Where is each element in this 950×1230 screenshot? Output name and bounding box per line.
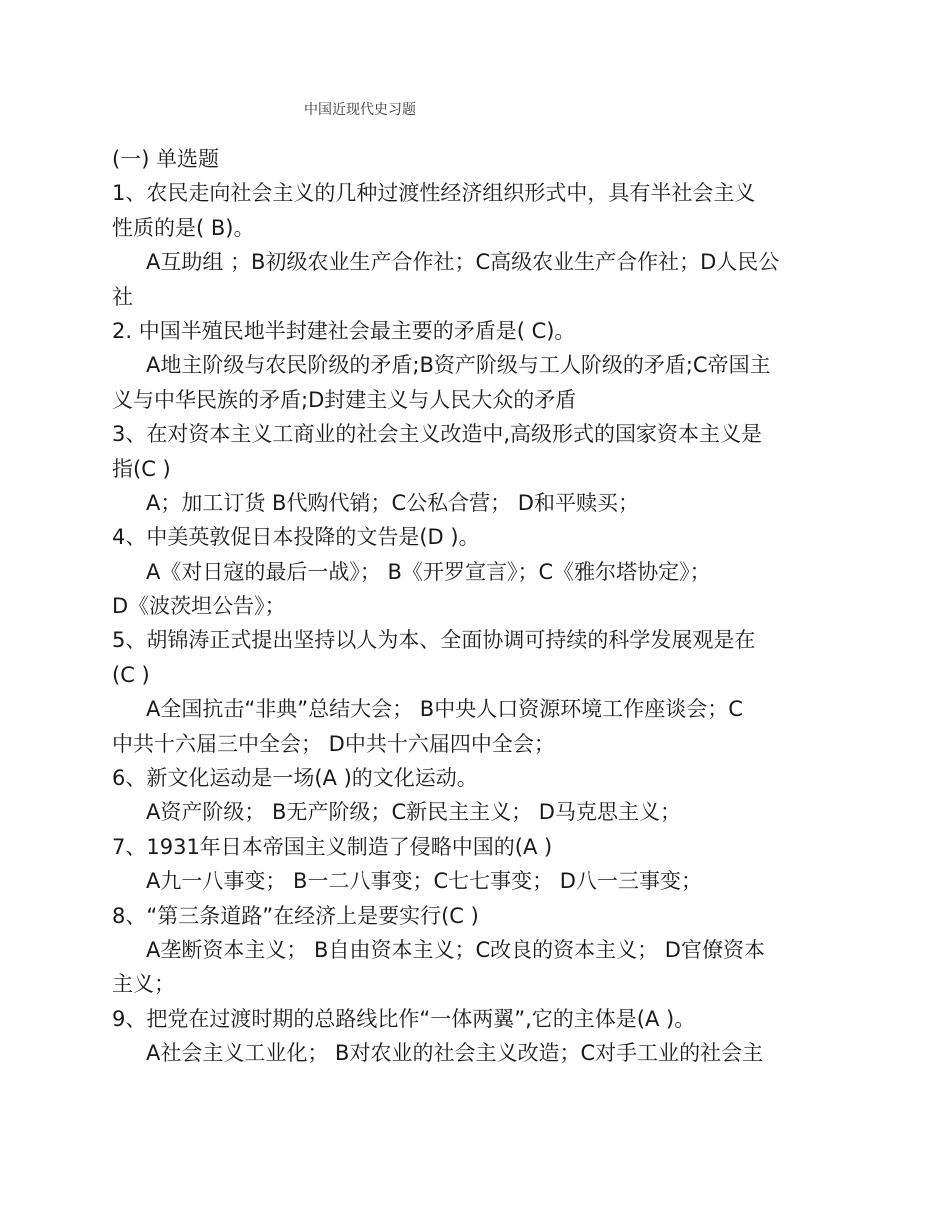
document-body <box>112 142 834 1071</box>
text-line: 9、把党在过渡时期的总路线比作“一体两翼”,它的主体是(A )。 <box>112 1006 696 1031</box>
text-line: A社会主义工业化； B对农业的社会主义改造；C对手工业的社会主 <box>146 1041 764 1066</box>
text-line: 3、在对资本主义工商业的社会主义改造中,高级形式的国家资本主义是 <box>112 422 763 447</box>
text-line: D《波茨坦公告》； <box>112 594 286 619</box>
text-line: A互助组 ；B初级农业生产合作社；C高级农业生产合作社；D人民公 <box>146 250 780 275</box>
text-line: 指(C ) <box>112 456 171 481</box>
text-line: A九一八事变； B一二八事变；C七七事变； D八一三事变； <box>146 869 702 894</box>
text-line: 义与中华民族的矛盾;D封建主义与人民大众的矛盾 <box>112 387 577 412</box>
text-line: A《对日寇的最后一战》； B《开罗宣言》；C《雅尔塔协定》； <box>146 559 711 584</box>
text-line: 5、胡锦涛正式提出坚持以人为本、全面协调可持续的科学发展观是在 <box>112 628 756 653</box>
text-line: A垄断资本主义； B自由资本主义；C改良的资本主义； D官僚资本 <box>146 937 765 962</box>
text-line: A全国抗击“非典”总结大会； B中央人口资源环境工作座谈会；C <box>146 697 743 722</box>
text-line: 4、中美英敦促日本投降的文告是(D )。 <box>112 525 480 550</box>
text-line: 中共十六届三中全会； D中共十六届四中全会； <box>112 731 555 756</box>
text-line: 1、农民走向社会主义的几种过渡性经济组织形式中，具有半社会主义 <box>112 181 756 206</box>
text-line: 社 <box>112 284 133 309</box>
text-line: 性质的是( B)。 <box>112 215 255 240</box>
text-line: A资产阶级； B无产阶级；C新民主主义； D马克思主义； <box>146 800 681 825</box>
text-line: 7、1931年日本帝国主义制造了侵略中国的(A ) <box>112 834 553 859</box>
section-heading: (一) 单选题 <box>112 147 220 171</box>
text-line: 8、“第三条道路”在经济上是要实行(C ) <box>112 903 479 928</box>
text-line: A；加工订货 B代购代销；C公私合营； D和平赎买； <box>146 490 639 515</box>
text-line: 2. 中国半殖民地半封建社会最主要的矛盾是( C)。 <box>112 318 576 343</box>
text-line: 主义； <box>112 972 175 997</box>
text-line: (C ) <box>112 662 150 687</box>
document-title: 中国近现代史习题 <box>304 102 416 118</box>
text-line: 6、新文化运动是一场(A )的文化运动。 <box>112 766 478 791</box>
text-line: A地主阶级与农民阶级的矛盾;B资产阶级与工人阶级的矛盾;C帝国主 <box>146 353 771 378</box>
